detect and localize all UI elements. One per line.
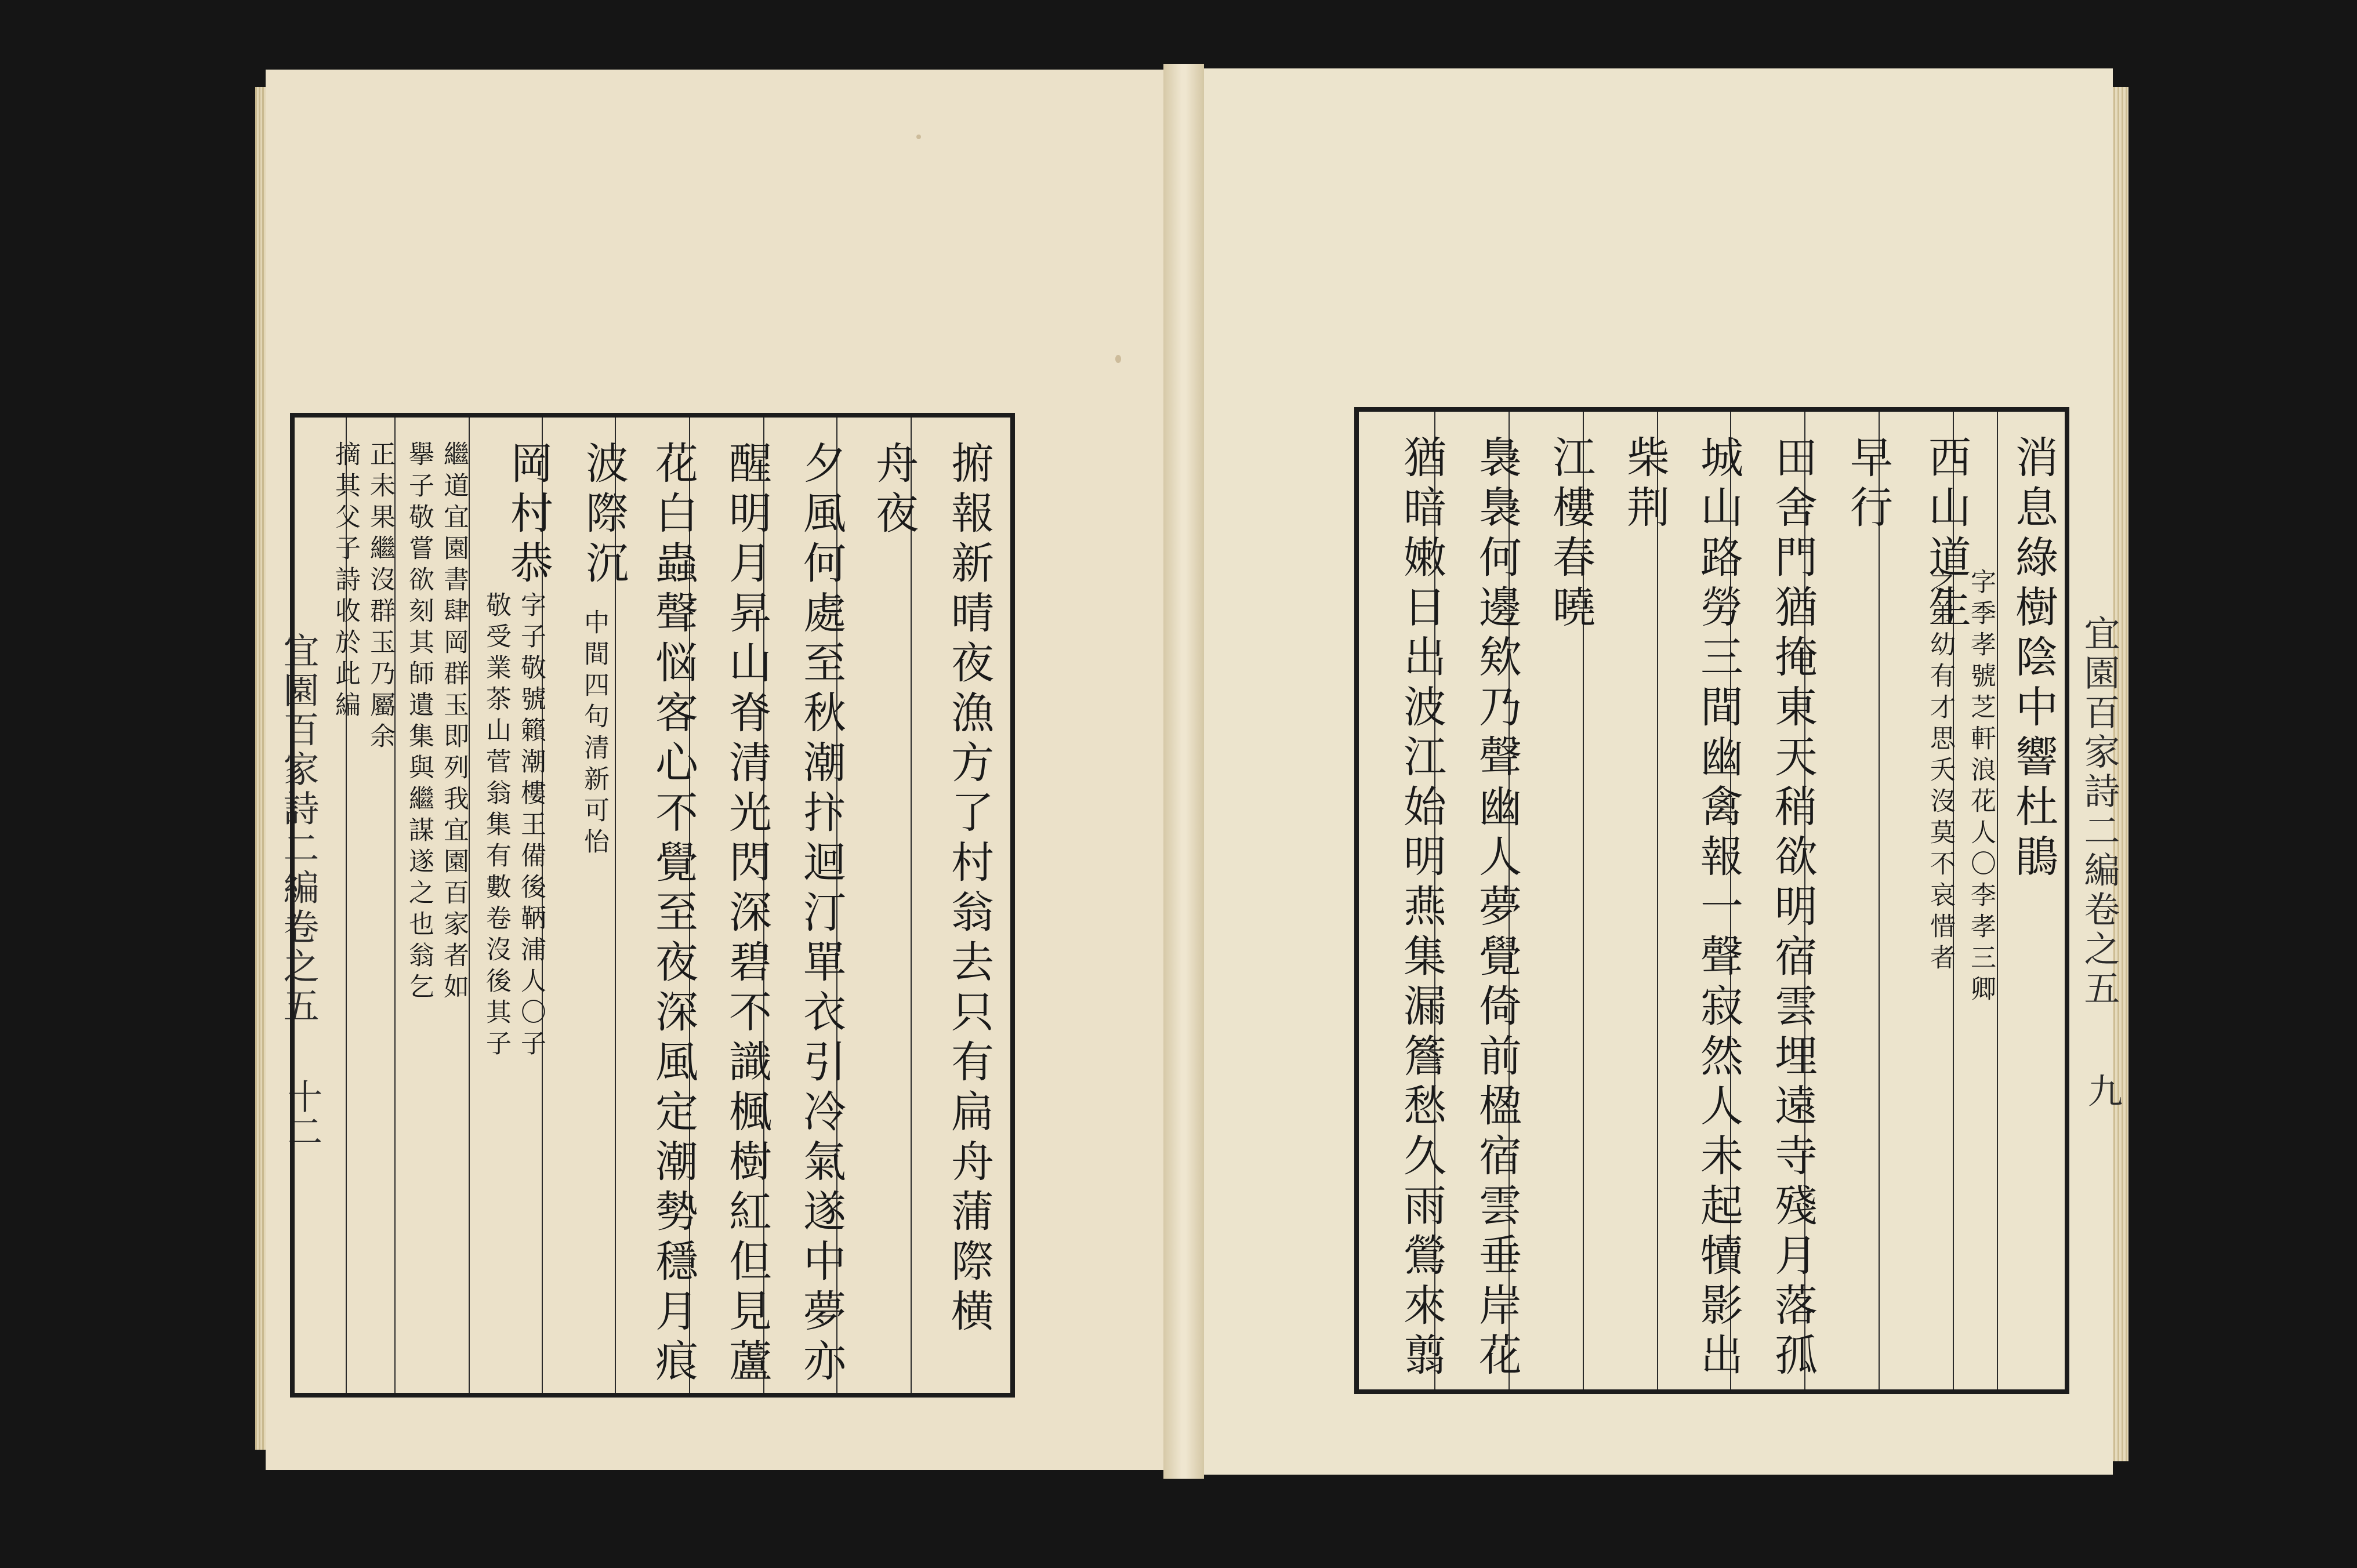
text-column: 柴荆 bbox=[1620, 435, 1670, 535]
column-rule bbox=[911, 418, 912, 1393]
biographical-note: 字子敬號籟潮樓王備後鞆浦人〇子 bbox=[516, 591, 546, 1061]
paper-stain bbox=[916, 135, 921, 139]
biographical-note: 擧子敬嘗欲刻其師遺集與繼謀遂之也翁乞 bbox=[404, 441, 434, 1004]
column-rule bbox=[1879, 412, 1880, 1389]
text-column: 夕風何處至秋潮抃迴汀單衣引冷氣遂中夢亦 bbox=[796, 441, 846, 1388]
biographical-note: 字季孝號芝軒浪花人〇李孝三卿 bbox=[1966, 568, 1996, 1007]
text-column: 舟夜 bbox=[869, 441, 919, 540]
biographical-note: 正未果繼沒群玉乃屬余 bbox=[365, 441, 395, 754]
poet-name: 岡村恭 bbox=[503, 441, 553, 590]
left-text-frame bbox=[290, 413, 1015, 1398]
poem-title: 早行 bbox=[1843, 435, 1893, 535]
left-folio-number: 十二 bbox=[282, 1079, 322, 1148]
right-margin-title: 宜園百家詩二編卷之五 bbox=[2078, 615, 2120, 1009]
text-column: 猶暗嫩日出波江始明燕集漏簷愁久雨鶯來翦 bbox=[1397, 435, 1446, 1382]
biographical-note: 之弟幼有才思夭沒莫不哀惜者 bbox=[1926, 568, 1955, 975]
poet-name: 西山道生 bbox=[1921, 435, 1971, 634]
text-column: 田舍門猶掩東天稍欲明宿雲埋遠寺殘月落孤 bbox=[1768, 435, 1818, 1382]
paper-stain bbox=[1115, 355, 1121, 363]
text-column: 醒明月昇山脊清光閃深碧不識楓樹紅但見蘆 bbox=[722, 441, 772, 1388]
poem-title: 江樓春曉 bbox=[1546, 435, 1595, 634]
text-column: 裊裊何邊欸乃聲幽人夢覺倚前楹宿雲垂岸花 bbox=[1472, 435, 1522, 1382]
book-gutter bbox=[1163, 64, 1204, 1479]
commentary-note: 中間四句清新可怡 bbox=[579, 609, 609, 859]
column-rule bbox=[1657, 412, 1658, 1389]
biographical-note: 敬受業茶山菅翁集有數卷沒後其子 bbox=[481, 591, 511, 1061]
text-column: 城山路勞三間幽禽報一聲寂然人未起犢影出 bbox=[1694, 435, 1743, 1382]
biographical-note: 摘其父子詩收於此編 bbox=[331, 441, 360, 723]
text-column: 波際沉 bbox=[579, 441, 629, 590]
text-column: 消息綠樹陰中響杜鵑 bbox=[2008, 435, 2058, 884]
right-text-frame bbox=[1354, 407, 2069, 1394]
text-column: 捬報新晴夜漁方了村翁去只有扁舟蒲際横 bbox=[944, 441, 994, 1338]
biographical-note: 繼道宜園書肆岡群玉即列我宜園百家者如 bbox=[439, 441, 469, 1004]
left-margin-title: 宜園百家詩二編卷之五 bbox=[277, 632, 320, 1026]
right-folio-number: 九 bbox=[2082, 1073, 2123, 1108]
text-column: 花白蟲聲悩客心不覺至夜深風定潮勢穩月痕 bbox=[648, 441, 698, 1388]
